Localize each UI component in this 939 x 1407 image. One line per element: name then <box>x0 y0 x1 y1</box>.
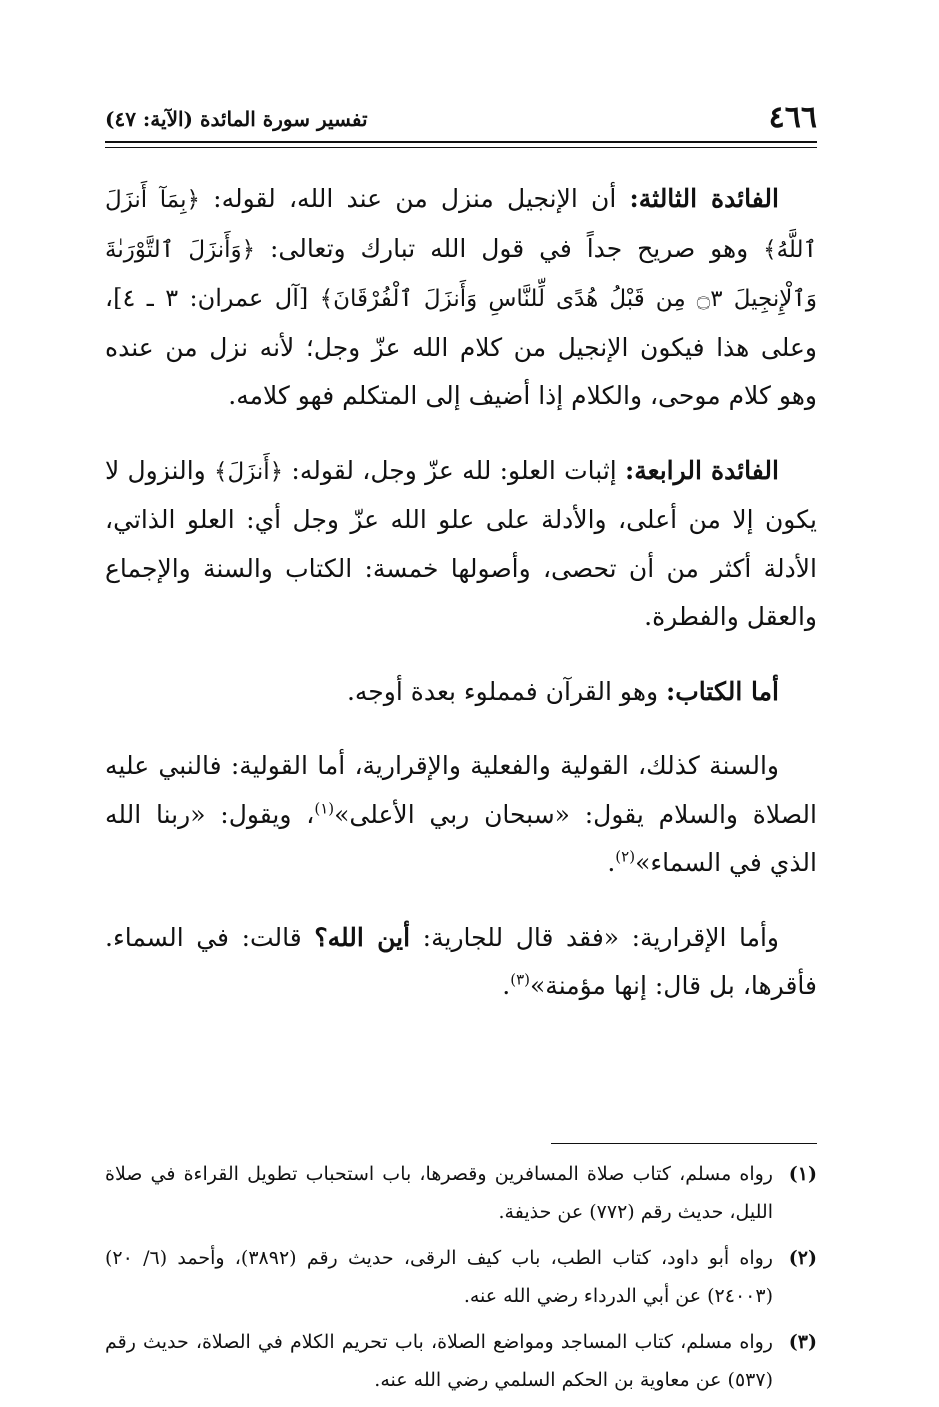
paragraph-text: والسنة كذلك، القولية والفعلية والإقرارية، أما القولية: فالنبي عليه الصلاة والسلام يقول: «سبحان ربي الأعلى» <box>105 751 817 829</box>
footnote-number: (٢) <box>788 1247 817 1269</box>
paragraph-third-benefit <box>105 175 817 421</box>
quran-quote: ﴿وَأَنزَلَ ٱلتَّوْرَىٰةَ وَٱلْإِنجِيلَ ۝٣ مِن قَبْلُ هُدًى لِّلنَّاسِ وَأَنزَلَ ٱلْفُرْقَانَ﴾ <box>105 236 817 312</box>
paragraph-label: الفائدة الرابعة: <box>625 455 779 485</box>
footnote-number: (١) <box>788 1163 817 1185</box>
quran-quote: ﴿أَنزَلَ﴾ <box>214 458 284 485</box>
footnote-text: رواه مسلم، كتاب صلاة المسافرين وقصرها، باب استحباب تطويل القراءة في صلاة الليل، حديث رقم (٧٧٢) عن حذيفة. <box>105 1163 773 1223</box>
footnote-text: رواه أبو داود، كتاب الطب، باب كيف الرقى، حديث رقم (٣٨٩٢)، وأحمد (٦/ ٢٠) (٢٤٠٠٣) عن أبي الدرداء رضي الله عنه. <box>105 1247 773 1307</box>
paragraph-text: . <box>607 848 616 877</box>
footnote-item <box>105 1239 817 1315</box>
footnote-marker[interactable]: (٢) <box>615 847 636 866</box>
paragraph-text: والنزول لا يكون إلا من أعلى، والأدلة على علو الله عزّ وجل أي: العلو الذاتي، الأدلة أكثر من أن تحصى، وأصولها خمسة: الكتاب والسنة والإجماع والعقل والفطرة. <box>105 455 817 631</box>
paragraph-text: ، وعلى هذا فيكون الإنجيل من كلام الله عزّ وجل؛ لأنه نزل من عنده وهو كلام موحى، والكلام إذا أضيف إلى المتكلم فهو كلامه. <box>105 283 817 410</box>
footnote-number: (٣) <box>788 1331 817 1353</box>
page-number: ٤٦٦ <box>768 100 817 135</box>
paragraph-text: إثبات العلو: لله عزّ وجل، لقوله: <box>283 455 626 485</box>
footnote-text: رواه مسلم، كتاب المساجد ومواضع الصلاة، باب تحريم الكلام في الصلاة، حديث رقم (٥٣٧) عن معاوية بن الحكم السلمي رضي الله عنه. <box>105 1331 773 1391</box>
footnote-separator <box>551 1143 817 1144</box>
paragraph-sunnah-evidence <box>105 742 817 888</box>
paragraph-text: وأما الإقرارية: «فقد قال للجارية: <box>410 922 779 952</box>
paragraph-text: أن الإنجيل منزل من عند الله، لقوله: <box>199 184 630 213</box>
running-title: تفسير سورة المائدة (الآية: ٤٧) <box>105 107 368 131</box>
page-header <box>105 95 817 133</box>
paragraph-book-evidence <box>105 668 817 717</box>
main-text <box>105 175 817 1037</box>
paragraph-text: . <box>502 971 511 1000</box>
bold-phrase: أين الله؟ <box>314 922 411 952</box>
quran-quote: ﴿بِمَآ أَنزَلَ ٱللَّهُ﴾ <box>105 187 818 263</box>
paragraph-label: الفائدة الثالثة: <box>629 184 779 213</box>
paragraph-label: أما الكتاب: <box>666 676 779 706</box>
paragraph-text: وهو صريح جداً في قول الله تبارك وتعالى: <box>255 233 764 263</box>
footnote-item <box>105 1155 817 1231</box>
paragraph-text: وهو القرآن فمملوء بعدة أوجه. <box>346 676 667 706</box>
footnote-marker[interactable]: (٣) <box>510 970 530 989</box>
paragraph-text: قالت: في السماء. فأقرها، بل قال: إنها مؤمنة» <box>105 922 817 1000</box>
paragraph-approval-evidence <box>105 914 817 1011</box>
paragraph-fourth-benefit <box>105 447 817 642</box>
paragraph-text: ، ويقول: «ربنا الله الذي في السماء» <box>105 799 817 877</box>
footnote-marker[interactable]: (١) <box>314 799 335 818</box>
book-page <box>105 95 818 1391</box>
footnotes <box>105 1155 817 1407</box>
verse-reference: [آل عمران: ٣ ـ ٤] <box>113 284 320 312</box>
footnote-item <box>105 1323 817 1399</box>
header-rule <box>105 141 817 148</box>
